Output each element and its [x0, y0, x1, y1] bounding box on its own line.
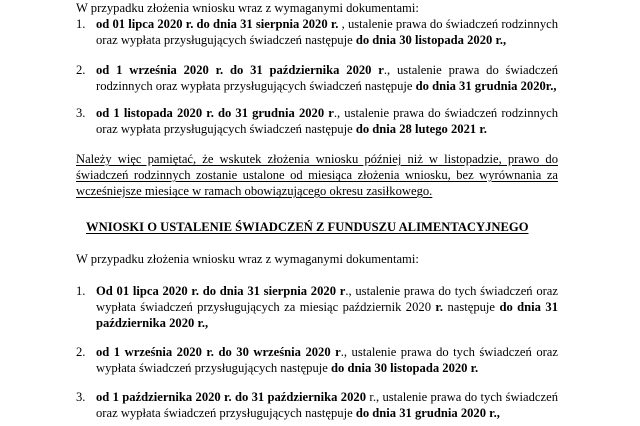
- section1-item-1: [76, 16, 558, 48]
- item-period: od 01 lipca 2020 r. do dnia 31 sierpnia 2020 r.: [96, 17, 339, 31]
- section2-heading: WNIOSKI O USTALENIE ŚWIADCZEŃ Z FUNDUSZU ALIMENTACYJNEGO: [86, 220, 529, 234]
- item-deadline: do dnia 30 listopada 2020 r.: [331, 361, 479, 375]
- item-number: 1.: [76, 284, 86, 298]
- item-text: r., ustalenie prawa do tych świadczeń oraz wypłata świadczeń przysługujących następuje: [96, 390, 558, 420]
- item-deadline: do dnia 31 grudnia 2020 r.,: [355, 406, 500, 420]
- item-text: ., ustalenie prawa do tych świadczeń oraz wypłata świadczeń przysługujących za miesiąc październik 2020: [96, 284, 558, 314]
- item-text: ., ustalenie prawa do tych świadczeń oraz wypłata świadczeń przysługujących następuje: [96, 345, 558, 375]
- item-period: od 1 listopada 2020 r. do 31 grudnia 2020 r: [96, 106, 334, 120]
- item-number: 1.: [76, 17, 86, 31]
- item-text-2: następuje: [443, 300, 500, 314]
- section1-note: Należy więc pamiętać, że wskutek złożenia wniosku później niż w listopadzie, prawo do świadczeń rodzinnych zostanie ustalone od miesiąca złożenia wniosku, bez wyrównania za wcześniejsze miesiące w ramach obowiązującego okresu zasiłkowego.: [76, 152, 558, 198]
- item-deadline: do dnia 30 listopada 2020 r.,: [355, 33, 507, 47]
- section1-intro: W przypadku złożenia wniosku wraz z wymaganymi dokumentami:: [76, 1, 419, 15]
- item-text: , ustalenie prawa do świadczeń rodzinnych oraz wypłata przysługujących świadczeń następuje: [96, 17, 558, 47]
- section2-item-2: [76, 344, 558, 376]
- item-number: 3.: [76, 390, 86, 404]
- item-deadline: do dnia 31 października 2020 r.,: [96, 300, 558, 330]
- item-period: od 1 października 2020 r. do 31 października 2020: [96, 390, 366, 404]
- section1-item-3: [76, 105, 558, 137]
- item-text: ., ustalenie prawa do świadczeń rodzinnych oraz wypłata przysługujących świadczeń następuje: [96, 106, 559, 136]
- section2-item-1: [76, 283, 558, 331]
- item-number: 3.: [76, 106, 86, 120]
- item-r: r.: [435, 300, 444, 314]
- section1-item-2: [76, 62, 558, 94]
- item-deadline: do dnia 28 lutego 2021 r.: [355, 122, 487, 136]
- item-number: 2.: [76, 63, 86, 77]
- item-number: 2.: [76, 345, 86, 359]
- item-deadline: do dnia 31 grudnia 2020r.,: [415, 79, 557, 93]
- section2-intro: W przypadku złożenia wniosku wraz z wymaganymi dokumentami:: [76, 252, 419, 266]
- item-text: ., ustalenie prawa do świadczeń rodzinnych oraz wypłata przysługujących świadczeń następuje: [96, 63, 559, 93]
- section2-item-3: [76, 389, 558, 421]
- item-period: od 1 września 2020 r. do 31 października 2020 r: [96, 63, 384, 77]
- item-period: od 1 września 2020 r. do 30 września 2020 r: [96, 345, 341, 359]
- item-period: Od 01 lipca 2020 r. do dnia 31 sierpnia 2020 r: [96, 284, 346, 298]
